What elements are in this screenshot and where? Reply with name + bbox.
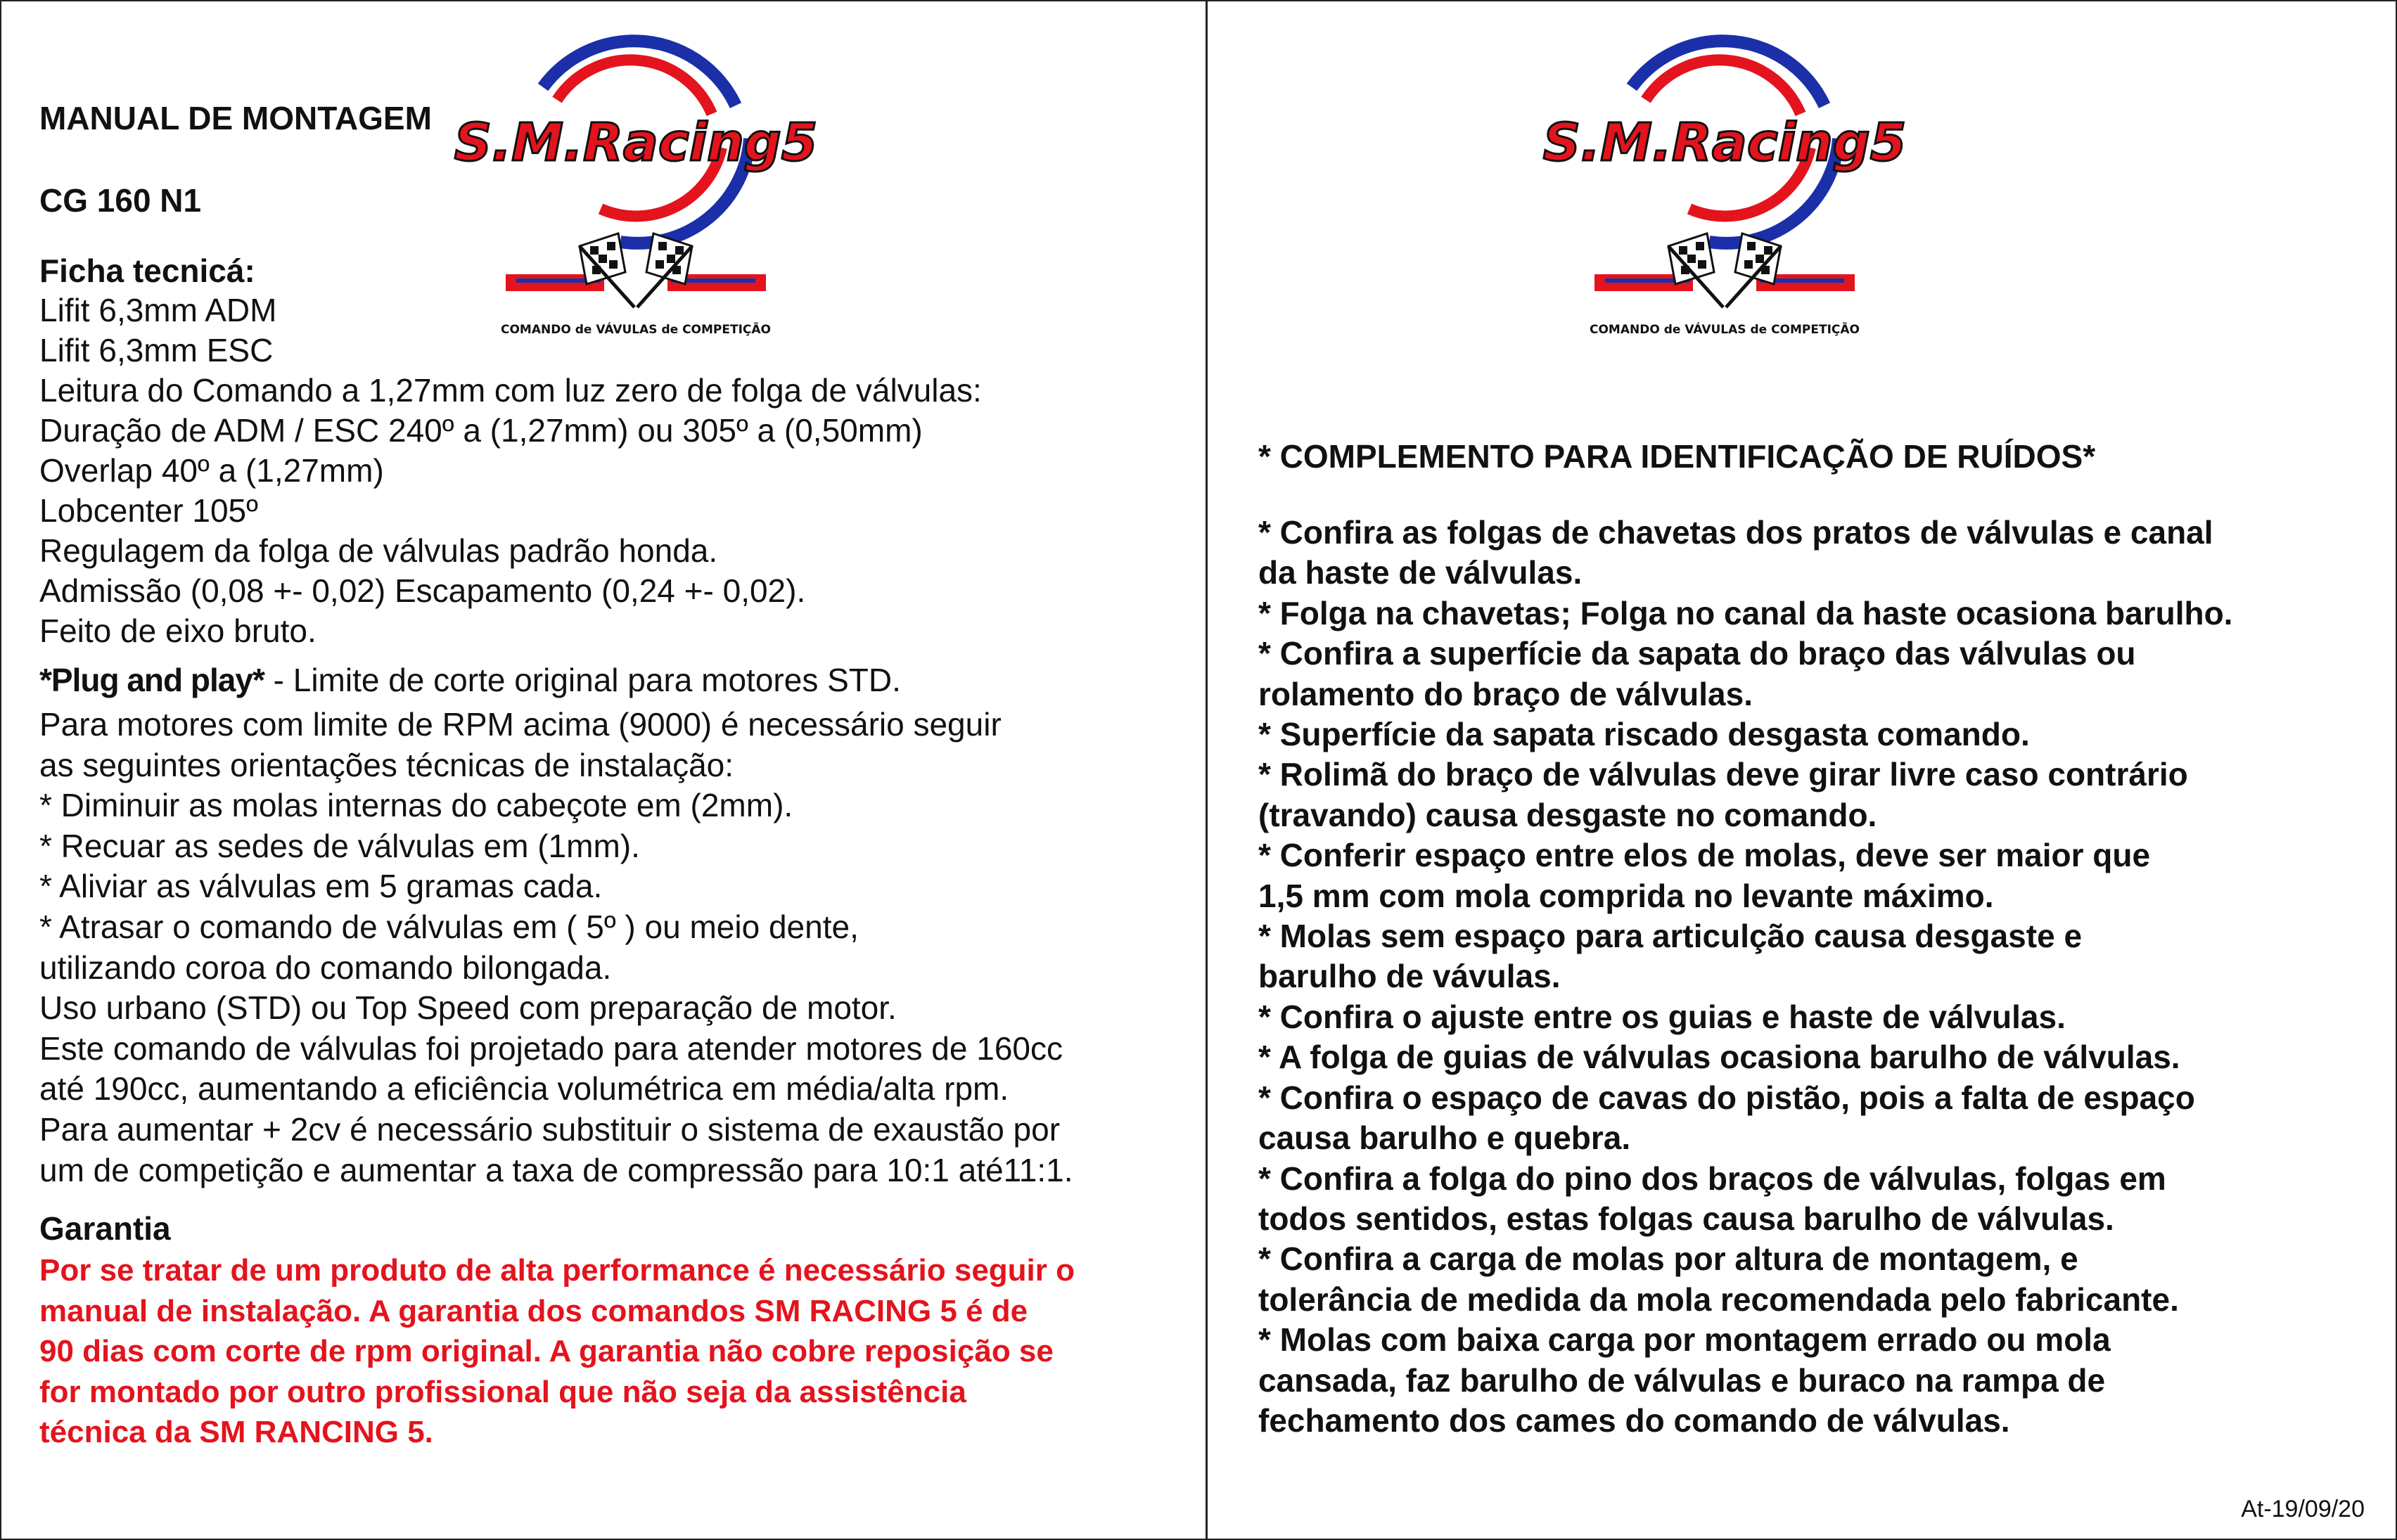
sm-racing-logo-right	[1542, 23, 1907, 346]
revision-date: At-19/09/20	[2241, 1496, 2365, 1522]
ficha-line: Duração de ADM / ESC 240º a (1,27mm) ou 305º a (0,50mm)	[39, 412, 923, 449]
complement-heading: * COMPLEMENTO PARA IDENTIFICAÇÃO DE RUÍDOS*	[1258, 438, 2096, 475]
ficha-line: Admissão (0,08 +- 0,02) Escapamento (0,24 +- 0,02).	[39, 572, 806, 609]
ficha-line: Leitura do Comando a 1,27mm com luz zero de folga de válvulas:	[39, 372, 982, 409]
ficha-line: Lifit 6,3mm ESC	[39, 332, 274, 368]
noise-check-line: fechamento dos cames do comando de válvulas.	[1258, 1401, 2010, 1439]
ficha-line: Feito de eixo bruto.	[39, 612, 317, 649]
garantia-line: manual de instalação. A garantia dos comandos SM RACING 5 é de	[39, 1293, 1028, 1328]
instruction-line: utilizando coroa do comando bilongada.	[39, 949, 612, 986]
instruction-line: Para motores com limite de RPM acima (9000) é necessário seguir	[39, 706, 1002, 743]
noise-check-line: tolerância de medida da mola recomendada pelo fabricante.	[1258, 1281, 2179, 1318]
plug-and-play-line	[39, 661, 901, 699]
noise-check-line: * Confira a folga do pino dos braços de válvulas, folgas em	[1258, 1160, 2166, 1197]
logo-text: S.M.Racing5	[454, 113, 818, 173]
noise-check-line: causa barulho e quebra.	[1258, 1119, 1631, 1157]
instruction-line: * Recuar as sedes de válvulas em (1mm).	[39, 827, 640, 864]
ficha-line: Overlap 40º a (1,27mm)	[39, 452, 384, 489]
column-divider	[1206, 1, 1208, 1539]
noise-check-line: * Confira o espaço de cavas do pistão, pois a falta de espaço	[1258, 1079, 2195, 1116]
noise-check-line: * Superfície da sapata riscado desgasta comando.	[1258, 716, 2030, 753]
noise-check-line: * Conferir espaço entre elos de molas, deve ser maior que	[1258, 837, 2151, 874]
logo-caption: COMANDO de VÁVULAS de COMPETIÇÃO	[501, 323, 771, 337]
manual-title: MANUAL DE MONTAGEM	[39, 100, 432, 136]
noise-check-line: cansada, faz barulho de válvulas e buraco na rampa de	[1258, 1361, 2106, 1399]
plug-text: - Limite de corte original para motores STD.	[264, 662, 901, 698]
garantia-line: técnica da SM RANCING 5.	[39, 1415, 433, 1450]
noise-check-line: 1,5 mm com mola comprida no levante máximo.	[1258, 877, 1994, 914]
instruction-line: até 190cc, aumentando a eficiência volumétrica em média/alta rpm.	[39, 1070, 1009, 1108]
ficha-line: Regulagem da folga de válvulas padrão honda.	[39, 532, 718, 569]
noise-check-line: (travando) causa desgaste no comando.	[1258, 796, 1877, 833]
logo-text: S.M.Racing5	[1542, 113, 1907, 173]
instruction-line: as seguintes orientações técnicas de instalação:	[39, 746, 734, 783]
garantia-text	[39, 1250, 1075, 1453]
noise-check-line: * Confira a carga de molas por altura de montagem, e	[1258, 1240, 2078, 1278]
noise-check-line: * Confira a superfície da sapata do braço das válvulas ou	[1258, 635, 2136, 672]
noise-check-line: * Folga na chavetas; Folga no canal da haste ocasiona barulho.	[1258, 594, 2233, 631]
noise-check-line: da haste de válvulas.	[1258, 554, 1583, 591]
garantia-line: Por se tratar de um produto de alta performance é necessário seguir o	[39, 1253, 1075, 1288]
instruction-line: um de competição e aumentar a taxa de compressão para 10:1 até11:1.	[39, 1151, 1073, 1188]
model-name: CG 160 N1	[39, 182, 202, 219]
garantia-line: for montado por outro profissional que não seja da assistência	[39, 1374, 966, 1409]
noise-check-line: rolamento do braço de válvulas.	[1258, 675, 1753, 712]
instruction-line: Para aumentar + 2cv é necessário substituir o sistema de exaustão por	[39, 1110, 1061, 1148]
noise-check-line: * Confira o ajuste entre os guias e haste de válvulas.	[1258, 998, 2066, 1035]
noise-check-line: barulho de vávulas.	[1258, 958, 1561, 995]
logo-caption: COMANDO de VÁVULAS de COMPETIÇÃO	[1590, 323, 1860, 337]
noise-checklist	[1258, 513, 2232, 1441]
noise-check-line: todos sentidos, estas folgas causa barulho de válvulas.	[1258, 1200, 2114, 1237]
sm-racing-logo	[454, 23, 818, 346]
ficha-heading: Ficha tecnicá:	[39, 252, 255, 289]
instruction-line: Uso urbano (STD) ou Top Speed com preparação de motor.	[39, 989, 897, 1027]
garantia-heading: Garantia	[39, 1210, 171, 1247]
ficha-line: Lifit 6,3mm ADM	[39, 292, 277, 328]
instructions-list	[39, 705, 1073, 1191]
instruction-line: Este comando de válvulas foi projetado para atender motores de 160cc	[39, 1029, 1063, 1067]
plug-label: *Plug and play*	[39, 662, 264, 698]
garantia-line: 90 dias com corte de rpm original. A garantia não cobre reposição se	[39, 1334, 1054, 1369]
instruction-line: * Diminuir as molas internas do cabeçote em (2mm).	[39, 787, 793, 824]
noise-check-line: * Confira as folgas de chavetas dos pratos de válvulas e canal	[1258, 514, 2213, 551]
noise-check-line: * A folga de guias de válvulas ocasiona barulho de válvulas.	[1258, 1039, 2180, 1076]
noise-check-line: * Molas com baixa carga por montagem errado ou mola	[1258, 1321, 2111, 1359]
instruction-line: * Aliviar as válvulas em 5 gramas cada.	[39, 868, 603, 905]
noise-check-line: * Rolimã do braço de válvulas deve girar livre caso contrário	[1258, 756, 2188, 793]
ficha-line: Lobcenter 105º	[39, 492, 258, 529]
instruction-line: * Atrasar o comando de válvulas em ( 5º ) ou meio dente,	[39, 908, 859, 945]
noise-check-line: * Molas sem espaço para articulção causa desgaste e	[1258, 918, 2083, 955]
